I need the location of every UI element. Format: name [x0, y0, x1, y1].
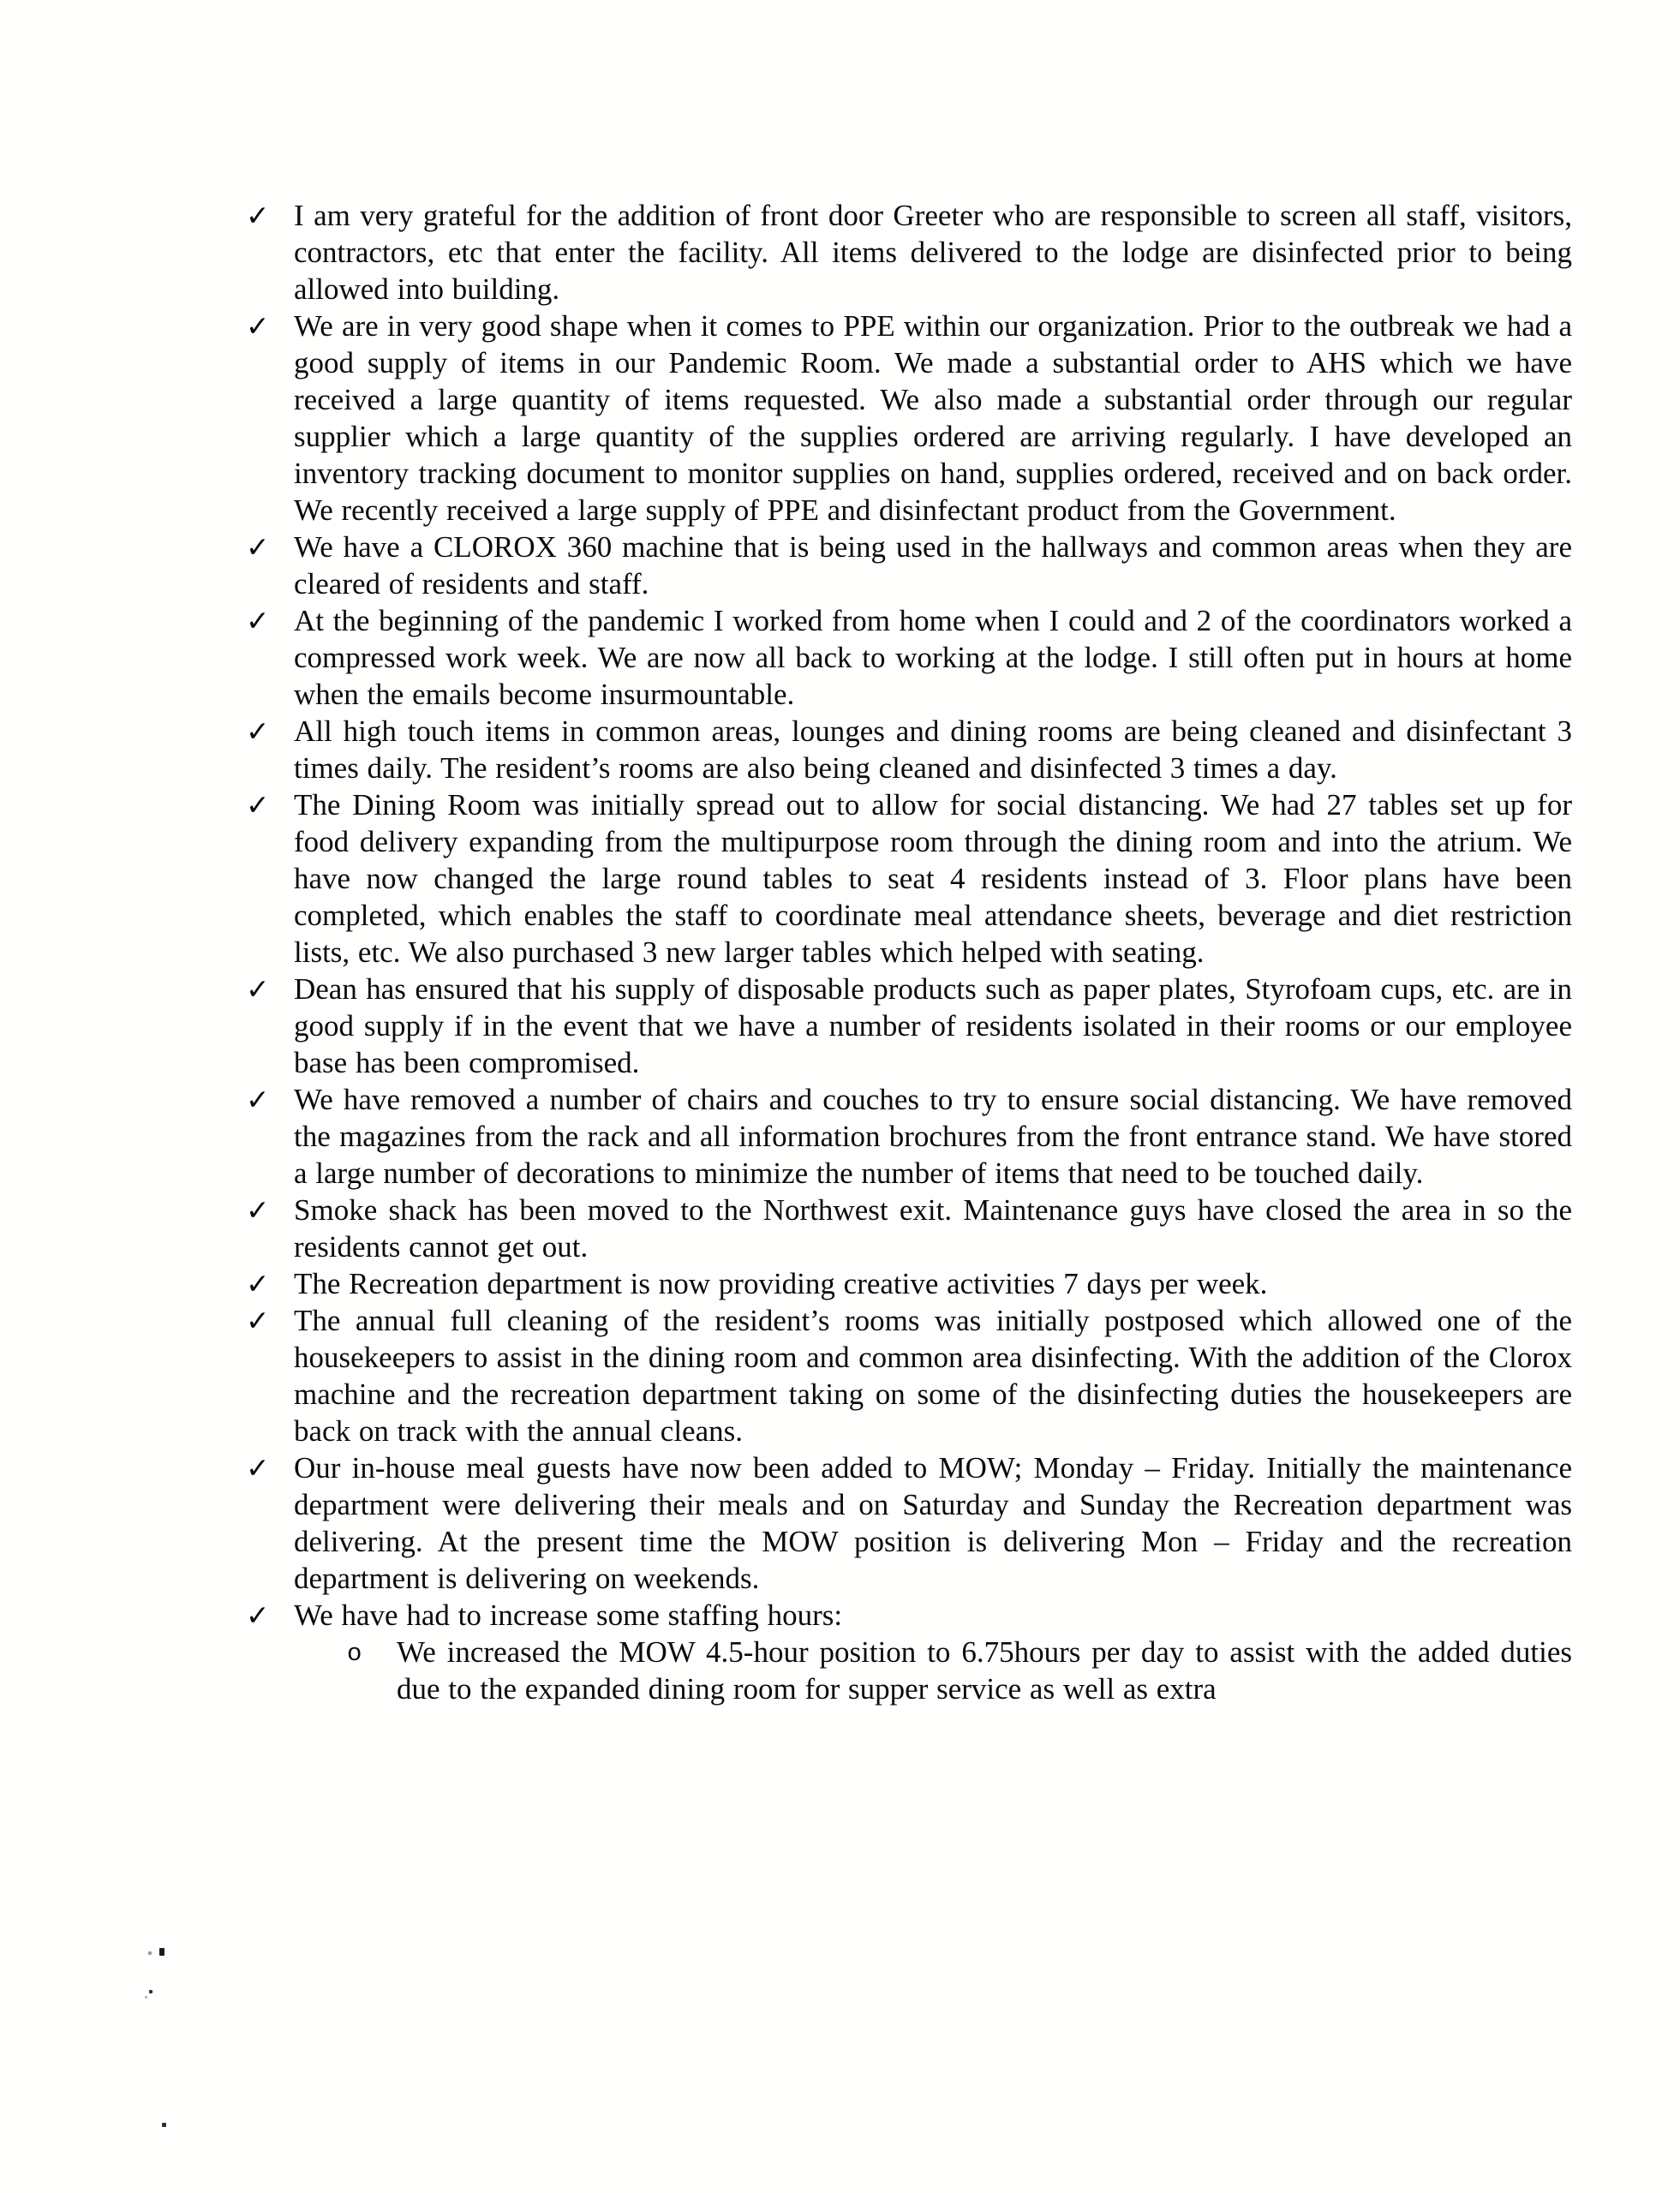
checklist-item-text: We have had to increase some staffing hours: [294, 1598, 843, 1632]
checklist [246, 197, 1572, 1707]
checkmark-icon: ✓ [246, 199, 270, 232]
checklist-item [246, 1597, 1572, 1634]
checklist-item-text: The Recreation department is now providing creative activities 7 days per week. [294, 1267, 1268, 1300]
checklist-item [246, 308, 1572, 529]
checkmark-icon: ✓ [246, 1083, 270, 1116]
checklist-item-text: At the beginning of the pandemic I worked from home when I could and 2 of the coordinators worked a compressed work week. We are now all back to working at the lodge. I still often put in hours at home when the emails become insurmountable. [294, 604, 1572, 711]
checkmark-icon: ✓ [246, 604, 270, 637]
checklist-item-text: Dean has ensured that his supply of disposable products such as paper plates, Styrofoam cups, etc. are in good supply if in the event that we have a number of residents isolated in their rooms or our employee base has been compromised. [294, 972, 1572, 1079]
scan-artifact [159, 1948, 164, 1956]
checklist-item-text: I am very grateful for the addition of front door Greeter who are responsible to screen all staff, visitors, contractors, etc that enter the facility. All items delivered to the lodge are disinfected prior to being allowed into building. [294, 199, 1572, 306]
checklist-item [246, 1192, 1572, 1265]
checklist-item-text: Our in-house meal guests have now been added to MOW; Monday – Friday. Initially the maintenance department were delivering their meals and on Saturday and Sunday the Recreation department was delivering. At the present time the MOW position is delivering Mon – Friday and the recreation department is delivering on weekends. [294, 1451, 1572, 1595]
checklist-item [246, 1449, 1572, 1597]
checkmark-icon: ✓ [246, 1304, 270, 1337]
checkmark-icon: ✓ [246, 309, 270, 343]
checklist-item-text: We are in very good shape when it comes to PPE within our organization. Prior to the outbreak we had a good supply of items in our Pandemic Room. We made a substantial order to AHS which we have received a large quantity of items requested. We also made a substantial order through our regular supplier which a large quantity of the supplies ordered are arriving regularly. I have developed an inventory tracking document to monitor supplies on hand, supplies ordered, received and on back order. We recently received a large supply of PPE and disinfectant product from the Government. [294, 309, 1572, 527]
checkmark-icon: ✓ [246, 530, 270, 564]
checkmark-icon: ✓ [246, 788, 270, 822]
checklist-item-text: The annual full cleaning of the resident’s rooms was initially postposed which allowed one of the housekeepers to assist in the dining room and common area disinfecting. With the addition of the Clorox machine and the recreation department taking on some of the disinfecting duties the housekeepers are back on track with the annual cleans. [294, 1304, 1572, 1448]
checklist-sub-item-text: We increased the MOW 4.5-hour position to 6.75hours per day to assist with the added duties due to the expanded dining room for supper service as well as extra [397, 1635, 1572, 1706]
checklist-item-text: Smoke shack has been moved to the Northwest exit. Maintenance guys have closed the area in so the residents cannot get out. [294, 1193, 1572, 1264]
scan-artifact [148, 1951, 152, 1955]
checklist-item [246, 1081, 1572, 1192]
checklist-item-text: All high touch items in common areas, lounges and dining rooms are being cleaned and disinfectant 3 times daily. The resident’s rooms are also being cleaned and disinfected 3 times a day. [294, 714, 1572, 785]
scan-artifact [149, 1990, 152, 1993]
checklist-item-text: We have removed a number of chairs and couches to try to ensure social distancing. We have removed the magazines from the rack and all information brochures from the front entrance stand. We have stored a large number of decorations to minimize the number of items that need to be touched daily. [294, 1083, 1572, 1190]
circle-bullet-icon: o [347, 1640, 362, 1668]
checklist-sub-item [246, 1634, 1572, 1707]
checkmark-icon: ✓ [246, 1451, 270, 1485]
checklist-item-text: We have a CLOROX 360 machine that is being used in the hallways and common areas when they are cleared of residents and staff. [294, 530, 1572, 601]
checkmark-icon: ✓ [246, 972, 270, 1006]
checkmark-icon: ✓ [246, 1193, 270, 1227]
checklist-item [246, 529, 1572, 602]
scan-artifact [145, 1996, 147, 1999]
checklist-item [246, 713, 1572, 786]
checklist-item [246, 1265, 1572, 1302]
scan-artifact [162, 2123, 166, 2127]
checklist-item [246, 971, 1572, 1081]
checklist-item [246, 602, 1572, 713]
checkmark-icon: ✓ [246, 1267, 270, 1300]
checklist-item [246, 197, 1572, 308]
checkmark-icon: ✓ [246, 1598, 270, 1632]
checklist-item [246, 1302, 1572, 1449]
checkmark-icon: ✓ [246, 714, 270, 748]
checklist-item [246, 786, 1572, 971]
checklist-item-text: The Dining Room was initially spread out to allow for social distancing. We had 27 tables set up for food delivery expanding from the multipurpose room through the dining room and into the atrium. We have now changed the large round tables to seat 4 residents instead of 3. Floor plans have been completed, which enables the staff to coordinate meal attendance sheets, beverage and diet restriction lists, etc. We also purchased 3 new larger tables which helped with seating. [294, 788, 1572, 969]
